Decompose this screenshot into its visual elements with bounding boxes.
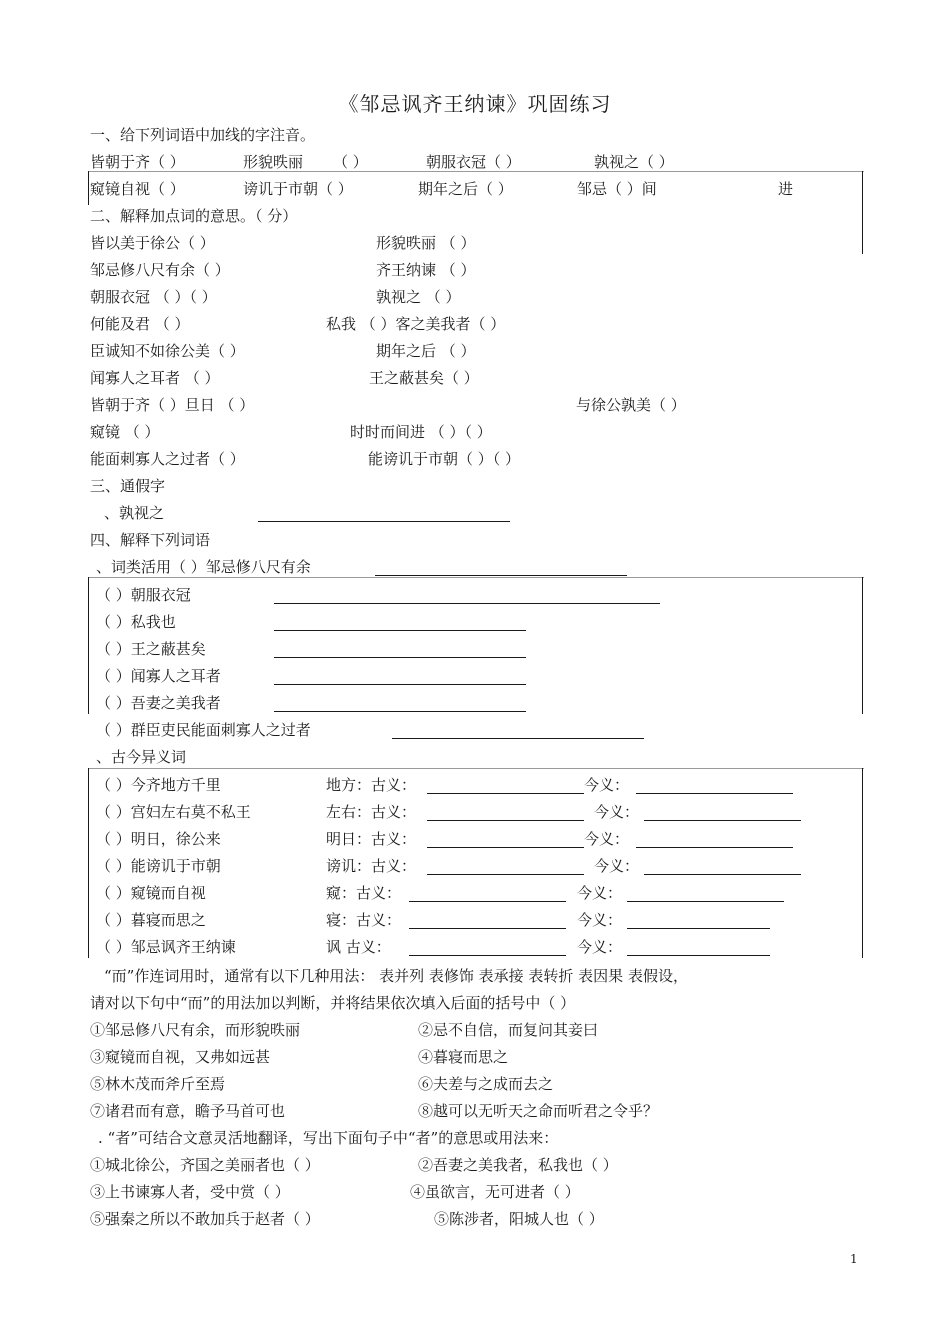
- section1-heading: 一、给下列词语中加线的字注音。: [90, 126, 316, 144]
- s4-sub1-item1: （ ）朝服衣冠: [96, 586, 191, 604]
- answer-blank[interactable]: [258, 521, 510, 522]
- er-item-4: ④暮寝而思之: [418, 1048, 509, 1066]
- answer-blank[interactable]: [409, 901, 566, 902]
- s2-row8-left: 窥镜 （ ）: [90, 423, 160, 441]
- answer-blank[interactable]: [636, 793, 793, 794]
- answer-blank[interactable]: [274, 630, 526, 631]
- answer-blank[interactable]: [636, 847, 793, 848]
- s4-sub2-phrase4: （ ）能谤讥于市朝: [96, 857, 221, 875]
- s2-row5-left: 臣诚知不如徐公美（ ）: [90, 342, 245, 360]
- answer-blank[interactable]: [274, 603, 660, 604]
- answer-blank[interactable]: [427, 874, 584, 875]
- er-intro: “而”作连词用时，通常有以下几种用法： 表并列 表修饰 表承接 表转折 表因果 表假设，: [104, 967, 688, 985]
- answer-blank[interactable]: [409, 928, 566, 929]
- s1-r1-c5: 孰视之（ ）: [594, 153, 674, 171]
- s4-sub2-word1: 地方：古义：: [326, 776, 417, 794]
- s2-row9-left: 能面刺寡人之过者（ ）: [90, 450, 245, 468]
- er-item-8: ⑧越可以无听天之命而听君之令乎？: [418, 1102, 659, 1120]
- s4-sub1-item5: （ ）吾妻之美我者: [96, 694, 221, 712]
- s3-item: 、孰视之: [104, 504, 165, 522]
- s4-sub2-jin5: 今义：: [577, 884, 623, 902]
- rule: [88, 171, 864, 172]
- s4-sub2-jin4: 今义：: [594, 857, 640, 875]
- page-number: 1: [850, 1252, 858, 1266]
- er-item-5: ⑤林木茂而斧斤至焉: [90, 1075, 226, 1093]
- s4-sub2-word3: 明日：古义：: [326, 830, 417, 848]
- answer-blank[interactable]: [392, 738, 644, 739]
- answer-blank[interactable]: [274, 711, 526, 712]
- s2-row9-right: 能谤讥于市朝（ ）（ ）: [368, 450, 521, 468]
- s4-sub1-item4: （ ）闻寡人之耳者: [96, 667, 221, 685]
- answer-blank[interactable]: [409, 955, 566, 956]
- s4-sub2-phrase7: （ ）邹忌讽齐王纳谏: [96, 938, 236, 956]
- s2-row1-left: 皆以美于徐公（ ）: [90, 234, 215, 252]
- s4-sub2-jin3: 今义：: [584, 830, 630, 848]
- answer-blank[interactable]: [274, 657, 526, 658]
- s2-row6-left: 闻寡人之耳者 （ ）: [90, 369, 220, 387]
- s4-sub1: 、词类活用（ ）邹忌修八尺有余: [96, 558, 311, 576]
- zhe-item-4: ④虽欲言，无可进者（ ）: [410, 1183, 580, 1201]
- s2-row6-right: 王之蔽甚矣（ ）: [369, 369, 479, 387]
- rule: [88, 171, 89, 205]
- section3-heading: 三、通假字: [90, 477, 166, 495]
- s4-sub1-item6: （ ）群臣吏民能面刺寡人之过者: [96, 721, 311, 739]
- zhe-item-5: ⑤强秦之所以不敢加兵于赵者（ ）: [90, 1210, 320, 1228]
- s2-row2-left: 邹忌修八尺有余（ ）: [90, 261, 230, 279]
- s1-r1-c1: 皆朝于齐（ ）: [90, 153, 185, 171]
- er-item-6: ⑥夫差与之成而去之: [418, 1075, 554, 1093]
- s4-sub2-word7: 讽 古义：: [326, 938, 391, 956]
- answer-blank[interactable]: [627, 928, 770, 929]
- rule: [862, 171, 863, 254]
- section4-heading: 四、解释下列词语: [90, 531, 211, 549]
- er-item-2: ②忌不自信，而复问其妾曰: [418, 1021, 599, 1039]
- section2-heading: 二、解释加点词的意思。（ 分）: [90, 207, 298, 225]
- s4-sub2-word4: 谤讥：古义：: [326, 857, 417, 875]
- s4-sub2-word5: 窥：古义：: [326, 884, 402, 902]
- rule: [862, 577, 863, 714]
- s1-r2-c3: 期年之后（ ）: [418, 180, 513, 198]
- s2-row3-right: 孰视之 （ ）: [376, 288, 461, 306]
- s1-r2-c1: 窥镜自视（ ）: [90, 180, 185, 198]
- rule: [88, 577, 864, 578]
- s2-row2-right: 齐王纳谏 （ ）: [376, 261, 476, 279]
- zhe-item-6: ⑤陈涉者，阳城人也（ ）: [434, 1210, 604, 1228]
- s4-sub2-phrase3: （ ）明日，徐公来: [96, 830, 221, 848]
- s1-r2-c2: 谤讥于市朝（ ）: [243, 180, 353, 198]
- s1-r2-c4: 邹忌（ ）间: [577, 180, 657, 198]
- s4-sub2-word6: 寝：古义：: [326, 911, 402, 929]
- rule: [88, 768, 864, 769]
- answer-blank[interactable]: [427, 820, 584, 821]
- answer-blank[interactable]: [274, 684, 526, 685]
- s4-sub2-phrase1: （ ）今齐地方千里: [96, 776, 221, 794]
- s1-r1-c2: 形貌昳丽: [243, 153, 304, 171]
- answer-blank[interactable]: [627, 955, 770, 956]
- answer-blank[interactable]: [627, 901, 784, 902]
- s4-sub1-item3: （ ）王之蔽甚矣: [96, 640, 206, 658]
- s1-r1-c4: 朝服衣冠（ ）: [426, 153, 521, 171]
- s4-sub2-phrase2: （ ）宫妇左右莫不私王: [96, 803, 251, 821]
- s4-sub2-jin7: 今义：: [577, 938, 623, 956]
- s2-row1-right: 形貌昳丽 （ ）: [376, 234, 476, 252]
- zhe-item-1: ①城北徐公，齐国之美丽者也（ ）: [90, 1156, 320, 1174]
- s2-row3-left: 朝服衣冠 （ ）（ ）: [90, 288, 217, 306]
- rule: [862, 768, 863, 958]
- s2-row5-right: 期年之后 （ ）: [376, 342, 476, 360]
- rule: [88, 577, 89, 714]
- answer-blank[interactable]: [644, 874, 801, 875]
- s1-r1-c3: （ ）: [333, 153, 368, 171]
- s4-sub2-jin6: 今义：: [577, 911, 623, 929]
- s4-sub2-phrase5: （ ）窥镜而自视: [96, 884, 206, 902]
- er-instruction: 请对以下句中“而”的用法加以判断，并将结果依次填入后面的括号中（ ）: [90, 994, 576, 1012]
- answer-blank[interactable]: [427, 793, 584, 794]
- s4-sub2-word2: 左右：古义：: [326, 803, 417, 821]
- s4-sub1-item2: （ ）私我也: [96, 613, 176, 631]
- s4-sub2-jin1: 今义：: [584, 776, 630, 794]
- answer-blank[interactable]: [427, 847, 584, 848]
- s4-sub2-jin2: 今义：: [594, 803, 640, 821]
- answer-blank[interactable]: [644, 820, 801, 821]
- zhe-item-2: ②吾妻之美我者，私我也（ ）: [418, 1156, 618, 1174]
- s2-row4-right: 私我 （ ）客之美我者（ ）: [326, 315, 506, 333]
- er-item-3: ③窥镜而自视，又弗如远甚: [90, 1048, 271, 1066]
- s4-sub2: 、古今异义词: [96, 748, 187, 766]
- s2-row7-left: 皆朝于齐（ ）旦日 （ ）: [90, 396, 255, 414]
- er-item-1: ①邹忌修八尺有余，而形貌昳丽: [90, 1021, 301, 1039]
- zhe-item-3: ③上书谏寡人者，受中赏（ ）: [90, 1183, 290, 1201]
- s2-row7-right: 与徐公孰美（ ）: [576, 396, 686, 414]
- page-title: 《邹忌讽齐王纳谏》巩固练习: [338, 92, 612, 116]
- s4-sub2-phrase6: （ ）暮寝而思之: [96, 911, 206, 929]
- answer-blank[interactable]: [375, 575, 627, 576]
- s1-r2-c5: 进: [778, 180, 794, 198]
- zhe-heading: . “者”可结合文意灵活地翻译，写出下面句子中“者”的意思或用法来：: [98, 1129, 559, 1147]
- er-item-7: ⑦诸君而有意，瞻予马首可也: [90, 1102, 286, 1120]
- s2-row4-left: 何能及君 （ ）: [90, 315, 190, 333]
- s2-row8-right: 时时而间进 （ ）（ ）: [350, 423, 492, 441]
- rule: [88, 768, 89, 958]
